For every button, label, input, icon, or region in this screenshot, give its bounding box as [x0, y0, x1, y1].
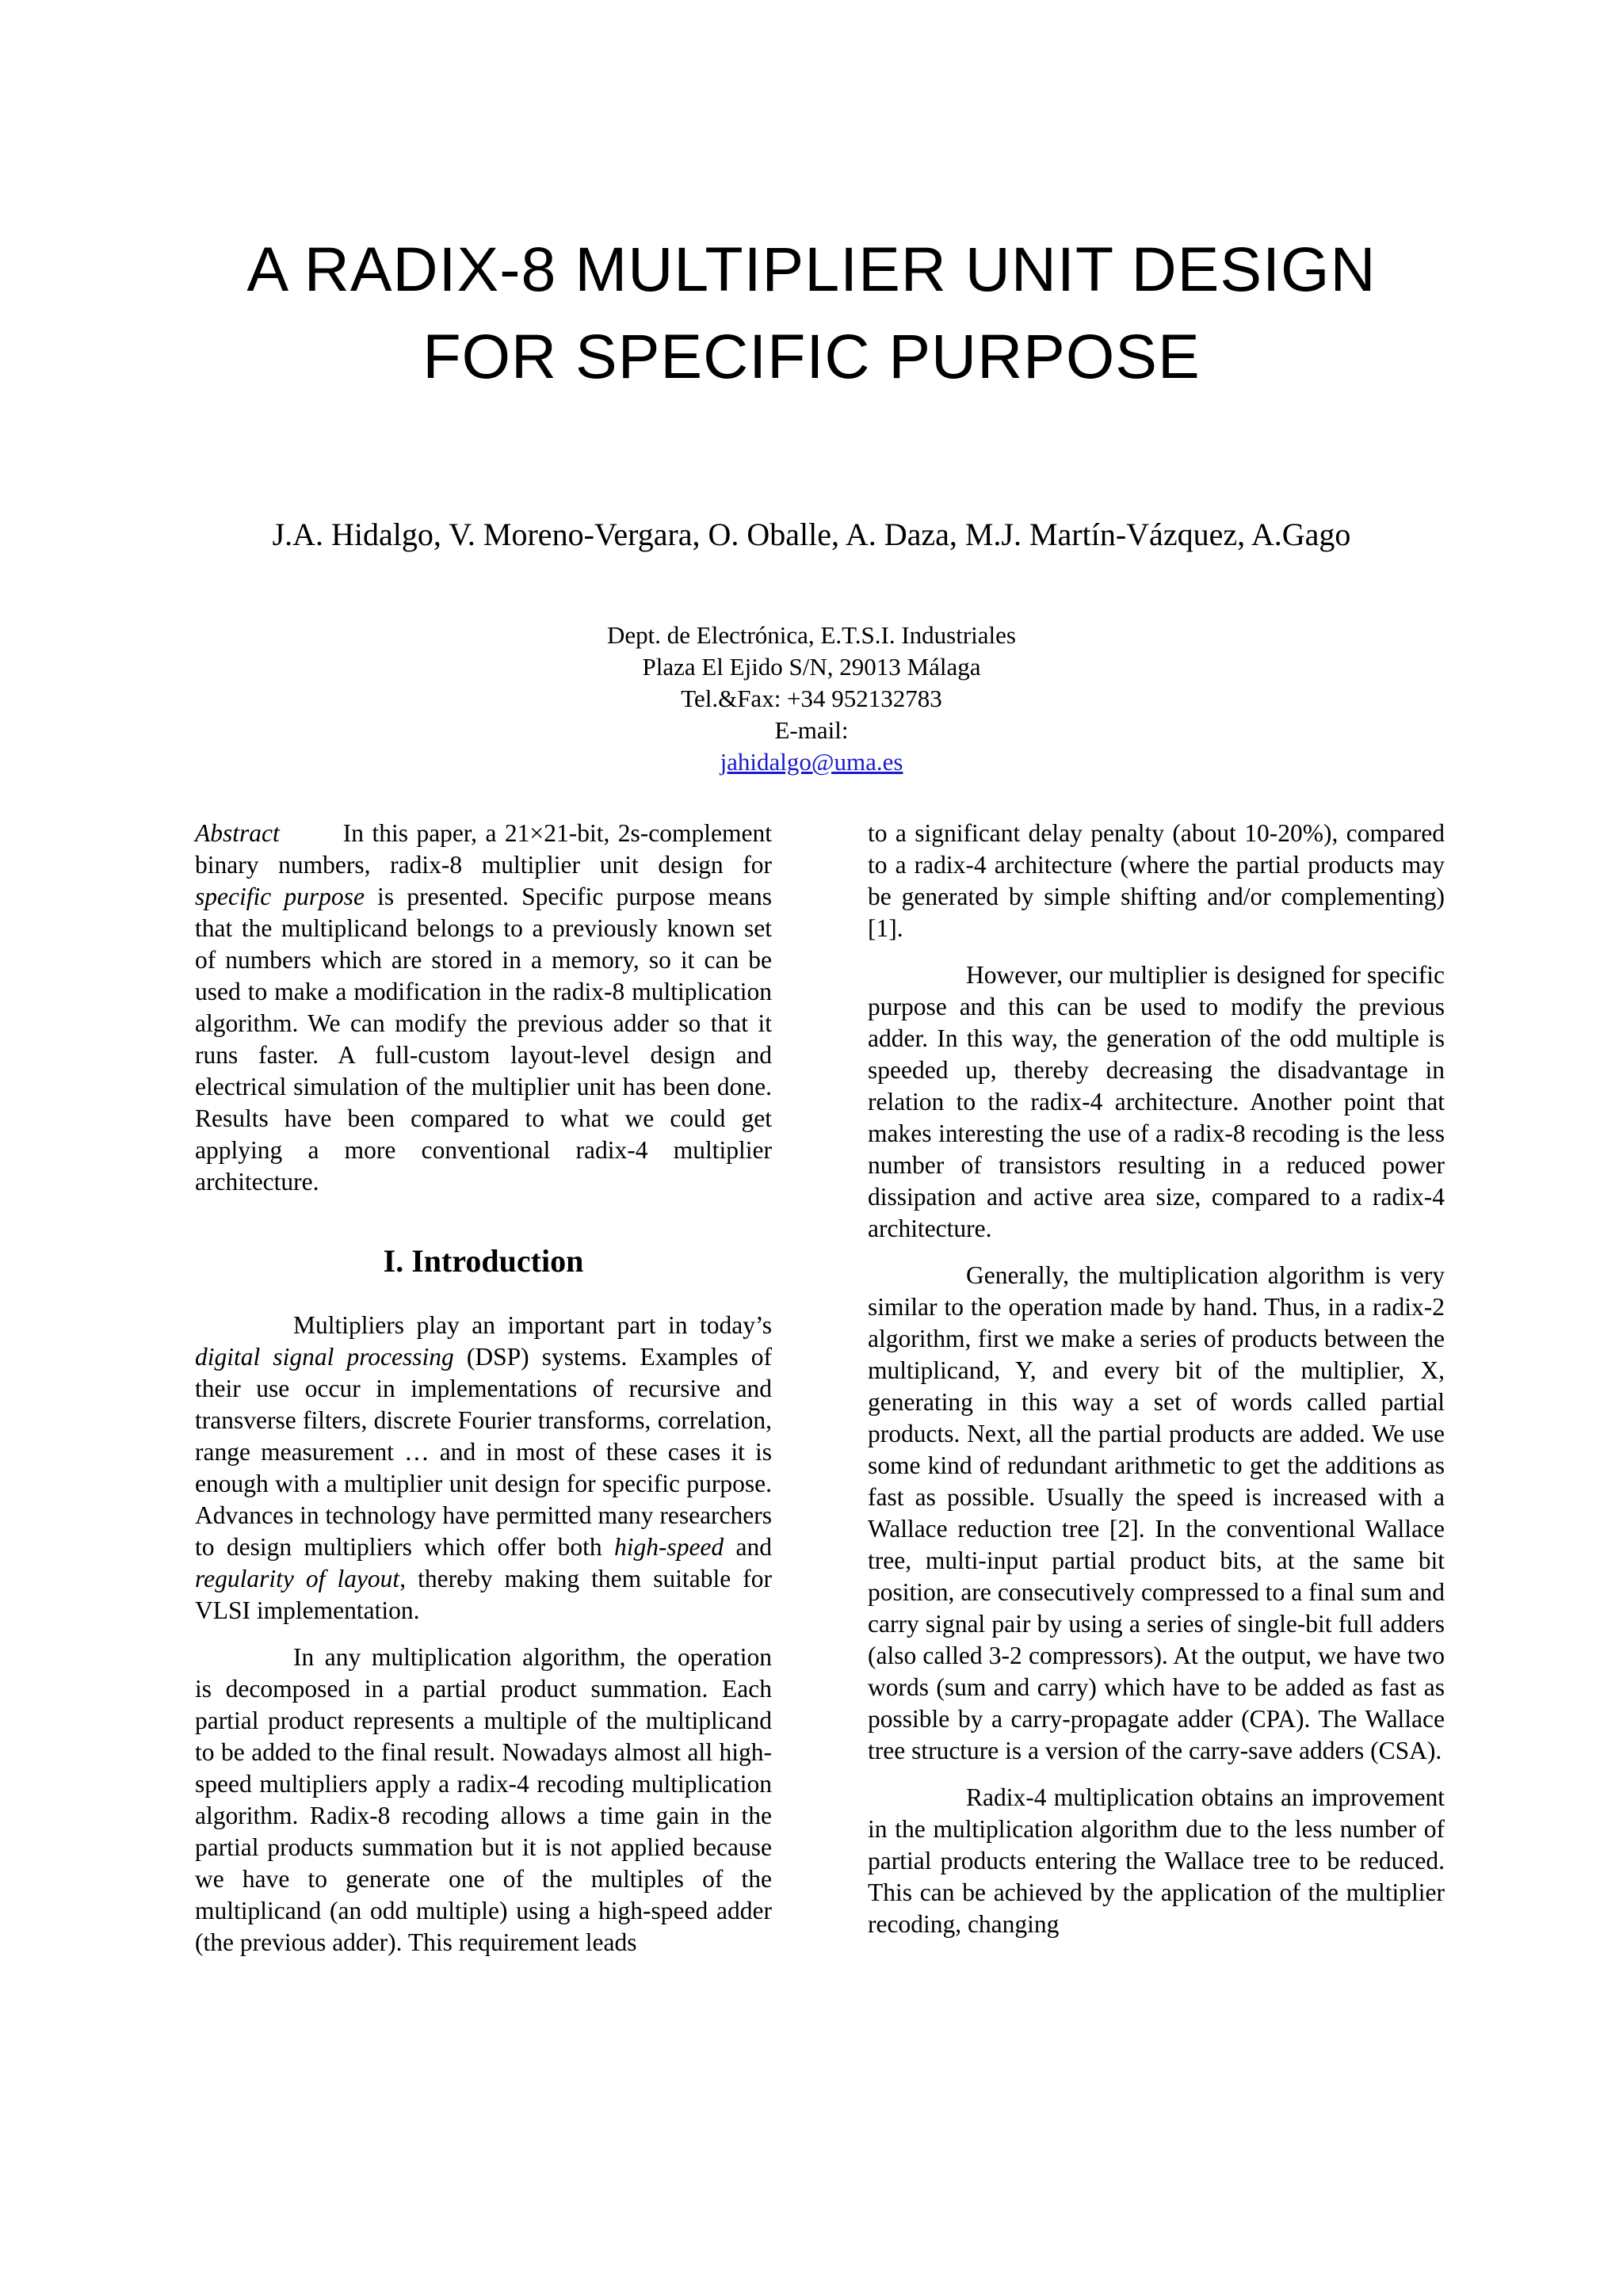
abstract-text-1: In this paper, a 21×21-bit, 2s-complement binary numbers, radix-8 multiplier unit design for [195, 819, 772, 879]
abstract-paragraph [195, 818, 772, 1198]
author-list: J.A. Hidalgo, V. Moreno-Vergara, O. Oballe, A. Daza, M.J. Martín-Vázquez, A.Gago [272, 517, 1351, 552]
abstract-emphasis: specific purpose [195, 883, 365, 910]
section-heading-introduction: I. Introduction [383, 1243, 584, 1279]
left-column [195, 818, 772, 1974]
right-paragraph-3: Generally, the multiplication algorithm is very similar to the operation made by hand. Thus, in a radix-2 algorithm, first we make a series of products between the multiplicand, Y, and every bit of the multiplier, X, generating in this way a set of words called partial products. Next, all the partial products are added. We use some kind of redundant arithmetic to get the additions as fast as possible. Usually the speed is increased with a Wallace reduction tree [2]. In the conventional Wallace tree, multi-input partial product bits, at the same bit position, are consecutively compressed to a final sum and carry signal pair by using a series of single-bit full adders (also called 3-2 compressors). At the output, we have two words (sum and carry) which have to be added as fast as possible by a carry-propagate adder (CPA). The Wallace tree structure is a version of the carry-save adders (CSA). [868, 1261, 1445, 1764]
right-paragraph-4: Radix-4 multiplication obtains an improvement in the multiplication algorithm due to the less number of partial products entering the Wallace tree to be reduced. This can be achieved by the application of the multiplier recoding, changing [868, 1783, 1445, 1938]
affiliation-phone: Tel.&Fax: +34 952132783 [681, 685, 942, 712]
email-label: E-mail: [774, 716, 849, 744]
paper-title [0, 226, 1623, 400]
affiliation-address: Plaza El Ejido S/N, 29013 Málaga [642, 653, 981, 681]
abstract-text-2: is presented. Specific purpose means that the multiplicand belongs to a previously known set of numbers which are stored in a memory, so it can be used to make a modification in the radix-8 multiplication algorithm. We can modify the previous adder so that it runs faster. A full-custom layout-level design and electrical simulation of the multiplier unit has been done. Results have been compared to what we could get applying a more conventional radix-4 multiplier architecture. [195, 883, 772, 1196]
intro-paragraph-2: In any multiplication algorithm, the operation is decomposed in a partial product summation. Each partial product represents a multiple of the multiplicand to be added to the final result. Nowadays almost all high-speed multipliers apply a radix-4 recoding multiplication algorithm. Radix-8 recoding allows a time gain in the partial products summation but it is not applied because we have to generate one of the multiples of the multiplicand (an odd multiple) using a high-speed adder (the previous adder). This requirement leads [195, 1643, 772, 1956]
affiliation-email-line [0, 715, 1623, 778]
right-column [868, 818, 1445, 1955]
affiliation-block [0, 620, 1623, 778]
right-paragraph-2: However, our multiplier is designed for specific purpose and this can be used to modify the previous adder. In this way, the generation of the odd multiple is speeded up, thereby decreasing the disadvantage in relation to the radix-4 architecture. Another point that makes interesting the use of a radix-8 recoding is the less number of transistors resulting in a reduced power dissipation and active area size, compared to a radix-4 architecture. [868, 961, 1445, 1242]
intro-p1-emphasis-dsp: digital signal processing [195, 1343, 454, 1371]
intro-p1-text-d: , thereby making them suitable for VLSI implementation. [195, 1565, 772, 1624]
intro-p1-text-b: (DSP) systems. Examples of their use occur in implementations of recursive and transverse filters, discrete Fourier transforms, correlation, range measurement … and in most of these cases it is enough with a multiplier unit design for specific purpose. Advances in technology have permitted many researchers to design multipliers which offer both [195, 1343, 773, 1561]
title-line-1: A RADIX-8 MULTIPLIER UNIT DESIGN [246, 234, 1377, 304]
intro-p1-text-a: Multipliers play an important part in today’s [293, 1311, 772, 1339]
title-line-2: FOR SPECIFIC PURPOSE [422, 321, 1201, 391]
intro-p1-emphasis-speed: high-speed [613, 1533, 724, 1561]
email-link[interactable]: jahidalgo@uma.es [720, 748, 903, 776]
intro-p1-emphasis-regularity: regularity of layout [195, 1565, 400, 1592]
intro-p1-text-c: and [724, 1533, 772, 1561]
right-paragraph-1: to a significant delay penalty (about 10-20%), compared to a radix-4 architecture (where the partial products may be generated by simple shifting and/or complementing) [1]. [868, 819, 1445, 942]
abstract-label: Abstract [195, 819, 280, 847]
intro-paragraph-1 [195, 1310, 772, 1627]
affiliation-department: Dept. de Electrónica, E.T.S.I. Industriales [607, 621, 1016, 649]
